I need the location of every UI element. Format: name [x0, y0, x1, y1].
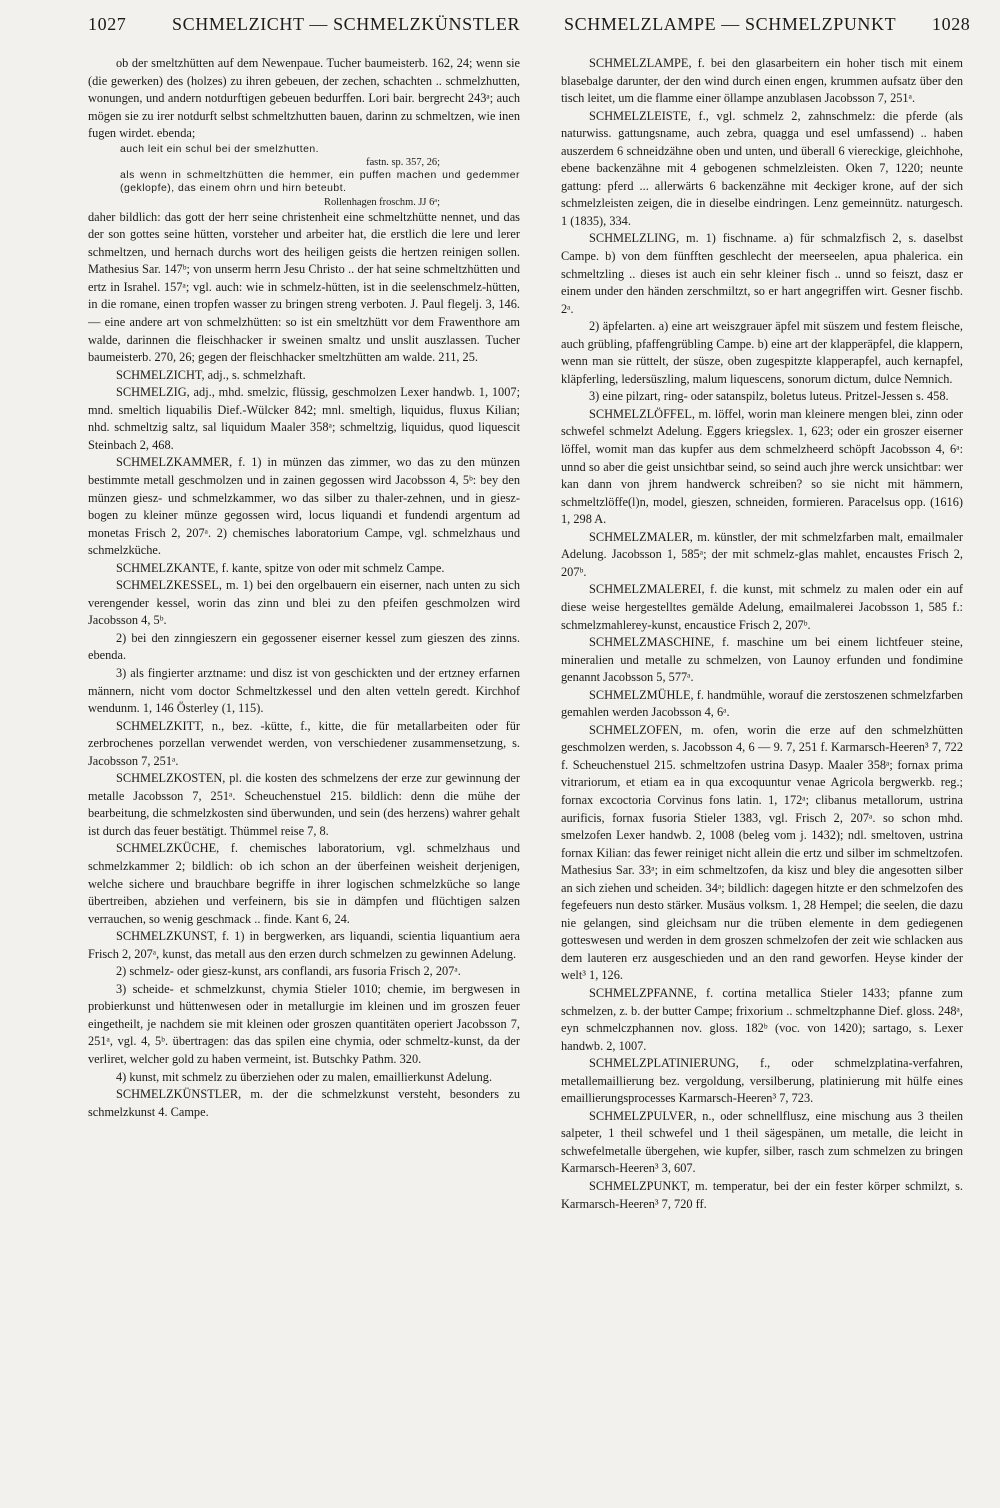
dictionary-entry: SCHMELZPUNKT, m. temperatur, bei der ein fester körper schmilzt, s. Karmarsch-Heeren³ 7, 720 ff.: [561, 1179, 963, 1211]
running-head-right: SCHMELZLAMPE — SCHMELZPUNKT: [564, 14, 897, 34]
dictionary-entry: SCHMELZKAMMER, f. 1) in münzen das zimmer, wo das zu den münzen bestimmte metall geschmolzen und in zainen gegossen wird Jacobsson 4, 5ᵇ: bey den münzen giesz- und schmelzkammer, wo das silber zu thaler-zehnen, und in giesz-bogen zu kleiner münze gegossen wird, locus liquandi et fundendi argentum ad monetas Frisch 2, 207ᵃ. 2) chemisches laboratorium Campe, vgl. schmelzhaus und schmelzküche.: [88, 455, 520, 558]
dictionary-entry: 2) schmelz- oder giesz-kunst, ars conflandi, ars fusoria Frisch 2, 207ᵃ.: [116, 964, 461, 979]
dictionary-entry: SCHMELZKITT, n., bez. -kütte, f., kitte, die für metallarbeiten oder für zerbrochenes porzellan verwendet werden, von verschiedener zusammensetzung, s. Jacobsson 7, 251ᵃ.: [88, 718, 520, 768]
dictionary-entry: SCHMELZKANTE, f. kante, spitze von oder mit schmelz Campe.: [116, 560, 445, 575]
dictionary-entry: SCHMELZOFEN, m. ofen, worin die erze auf den schmelzhütten geschmolzen werden, s. Jacobsson 4, 6 — 9. 7, 251 f. Karmarsch-Heeren³ 7, 722 f. Scheuchenstuel 215. schmeltzofen ustrina Dasyp. Maaler 358ᵃ; fornax prima vitrariorum, et etiam ea in qua excoquuntur venae Agricola bergwerkb. reg.; fornax excoctoria Corvinus fons latin. 1, 172ᵃ; clibanus metallorum, ustrina aurificis, fornax fusoria Stieler 1383, vgl. Frisch 2, 207ᵃ. so schon mhd. smelzofen Lexer handwb. 2, 1008 (beleg vom j. 1432); ndl. smeltoven, ustrina fornax Kilian: das fewer reiniget nicht allein die ertz und silber im schmeltzofen. Mathesius Sar. 33ᵃ; in eim schmeltzofen, da kisz und bley die angesotten silber an sich ziehen und scheiden. 34ᵃ; bildlich: dagegen hitzte er den schmelzofen des fegefeuers nun desto stärker. Musäus volksm. 1, 28 Hempel; die seelen, die dazu nie gelangen, sind gleichsam nur die trüben elemente in dem gediegenen gotteswesen und werden in dem groszen schmelzofen der zeit wie schlacken aus dem lauteren erz ausgeschieden und an den rand geworfen. Heyse kinder der welt³ 1, 126.: [561, 722, 963, 983]
dictionary-entry: SCHMELZKÜCHE, f. chemisches laboratorium, vgl. schmelzhaus und schmelzkammer 2; bildlich: ob ich schon an der überfeinen weisheit derjenigen, welche sichere und brauchbare begriffe in ihrer logischen schmelzküche so lange übertreiben, abziehen und verfeinern, bis sie in dämpfen und flüchtigen salzen verrauchen, so wenig geschmack .. finde. Kant 6, 24.: [88, 841, 520, 926]
dictionary-entry: SCHMELZLAMPE, f. bei den glasarbeitern ein hoher tisch mit einem blasebalge darunter, der den wind durch einen engen, krummen aufsatz über den tisch leitet, um die flamme einer öllampe anzublasen Jacobsson 7, 251ᵃ.: [561, 56, 963, 106]
dictionary-entry: 2) äpfelarten. a) eine art weiszgrauer äpfel mit süszem und festem fleische, auch grübling, pfaffengrübling Campe. b) eine art der klapperäpfel, die klappern, wenn man sie rüttelt, der süsze, oben zugespitzte klapperapfel, auch kernapfel, kläpferling, ledersüszling, malum liquescens, sonorum dictum, dulce Nemnich.: [561, 319, 963, 386]
dictionary-entry: SCHMELZIG, adj., mhd. smelzic, flüssig, geschmolzen Lexer handwb. 1, 1007; mnd. smeltich liquabilis Dief.-Wülcker 842; mnl. smeltigh, liquidus, fluxus Kilian; nhd. schmeltzig saltz, sal liquidum Maaler 358ᵃ; schmeltzig, liquidus, quod liquescit Steinbach 2, 468.: [88, 385, 520, 452]
dictionary-entry: ob der smeltzhütten auf dem Newenpaue. Tucher baumeisterb. 162, 24; wenn sie (die gewerken) des (holzes) zu ihren gebeuen, der zechen, schachten .. schmelzhutten, wonungen, und andern notdurftigen gebeuen bedurffen. Lori bair. bergrecht 243ᵃ; auch mögen sie zu irer notdurft selbst schmeltzhutten bauen, darinn zu schmeltzen, wie inen fugen wirdet. ebenda;: [88, 56, 520, 141]
dictionary-entry: 3) eine pilzart, ring- oder satanspilz, boletus luteus. Pritzel-Jessen s. 458.: [589, 389, 949, 404]
right-column: [561, 55, 963, 1450]
dictionary-entry: SCHMELZKESSEL, m. 1) bei den orgelbauern ein eiserner, nach unten zu sich verengender kessel, worin das zinn und blei zu den pfeifen geschmolzen wird Jacobsson 4, 5ᵇ.: [88, 578, 520, 628]
dictionary-entry: 3) als fingierter arztname: und disz ist von geschickten und der ertzney erfarnen männern, nicht vom doctor Schmeltzkessel und den alten vetteln geredt. Kirchhof wendunm. 1, 146 Österley (1, 115).: [88, 665, 520, 716]
dictionary-entry: SCHMELZPULVER, n., oder schnellflusz, eine mischung aus 3 theilen salpeter, 1 theil schwefel und 1 theil sägespänen, um metalle, die leicht in schwefelmetalle übergehen, wie kupfer, silber, rasch zum schmelzen zu bringen Karmarsch-Heeren³ 3, 607.: [561, 1108, 963, 1176]
dictionary-entry: SCHMELZLING, m. 1) fischname. a) für schmalzfisch 2, s. daselbst Campe. b) von dem fünfften geschlecht der meerseelen, apua phalerica. ein schmeltzling .. dieses ist auch ein sehr kleiner fisch .. unnd so feiszt, dasz er einem under den händen zerschmiltzt, so er hart angegriffen wirt. Gesner fischb. 2ᵃ.: [561, 231, 963, 316]
page-number-right: 1028: [932, 14, 971, 34]
dictionary-entry: SCHMELZMÜHLE, f. handmühle, worauf die zerstoszenen schmelzfarben gemahlen werden Jacobsson 4, 6ᵃ.: [561, 687, 963, 720]
quotation-source: fastn. sp. 357, 26;: [366, 156, 440, 168]
quotation-source: Rollenhagen froschm. JJ 6ᵃ;: [324, 196, 440, 208]
quotation: als wenn in schmeltzhütten die hemmer, ein puffen machen und gedemmer (geklopfe), das einem ohrn und hirn beteubt.: [120, 170, 520, 195]
page-header: [0, 0, 1000, 48]
dictionary-entry: SCHMELZPFANNE, f. cortina metallica Stieler 1433; pfanne zum schmelzen, z. b. der butter Campe; frixorium .. schmeltzphanne Dief. gloss. 248ᵃ, eyn schmelczphannen nov. gloss. 182ᵇ (voc. von 1420); sartago, s. Lexer handwb. 2, 1007.: [561, 985, 963, 1053]
dictionary-entry: SCHMELZKOSTEN, pl. die kosten des schmelzens der erze zur gewinnung der metalle Jacobsson 7, 251ᵃ. Scheuchenstuel 215. bildlich: denn die mühe der bearbeitung, die schmelzkosten sind überwunden, und sein (des herzens) wahrer gehalt ist durch das feuer bestätigt. Thümmel reise 7, 8.: [88, 771, 520, 838]
page-number-left: 1027: [88, 14, 127, 34]
dictionary-entry: 4) kunst, mit schmelz zu überziehen oder zu malen, emaillierkunst Adelung.: [116, 1069, 493, 1084]
dictionary-entry: SCHMELZMALEREI, f. die kunst, mit schmelz zu malen oder ein auf diese weise hergestelltes gemälde Adelung, emailmalerei Jacobsson 1, 585 f.: schmelzmahlerey-kunst, encaustice Frisch 2, 207ᵇ.: [561, 582, 963, 632]
running-head-left: SCHMELZICHT — SCHMELZKÜNSTLER: [172, 14, 521, 34]
dictionary-entry: SCHMELZKUNST, f. 1) in bergwerken, ars liquandi, scientia liquantium aera Frisch 2, 207ᵃ, kunst, das metall aus den erzen durch schmelzen zu gewinnen Adelung.: [88, 929, 520, 961]
dictionary-entry: SCHMELZLÖFFEL, m. löffel, worin man kleinere mengen blei, zinn oder schwefel schmelzt Adelung. Eggers kriegslex. 1, 623; oder ein groszer eiserner löffel, womit man das kupfer aus dem schmelzheerd schöpft Jacobsson 4, 6ᵃ: unnd so aber die geist unsichtbar seind, so seind auch jhre werck unsichtbar: wer kan dann von jhrem handwerck schreiben? so sie nicht mit hämmern, schmeltzlöffe(l)n, model, gieszen, schneiden, formieren. Paracelsus opp. (1616) 1, 298 A.: [561, 406, 963, 527]
dictionary-entry: 2) bei den zinngieszern ein gegossener eiserner kessel zum gieszen des zinns. ebenda.: [88, 630, 520, 663]
dictionary-entry: SCHMELZPLATINIERUNG, f., oder schmelzplatina-verfahren, metallemaillierung bez. vergoldung, versilberung, platinierung mit hülfe eines emaillierungsprocesses Karmarsch-Heeren³ 7, 723.: [561, 1056, 963, 1106]
dictionary-entry: SCHMELZMASCHINE, f. maschine um bei einem lichtfeuer steine, mineralien und metalle zu schmelzen, von Launoy erfunden und fondimine genannt Jacobsson 5, 577ᵃ.: [561, 635, 963, 685]
dictionary-entry: SCHMELZKÜNSTLER, m. der die schmelzkunst versteht, besonders zu schmelzkunst 4. Campe.: [88, 1087, 520, 1119]
dictionary-entry: daher bildlich: das gott der herr seine christenheit eine schmeltzhütte nennet, und das der son gottes seine hütten, vorsteher und arbeiter hat, die erstlich die lere und lerer schmeltzen, und hernach durchs wort des heiligen geists die hertzen reinigen sollen. Mathesius Sar. 147ᵇ; von unserm herrn Jesu Christo .. der hat seine schmeltzhütten und ertz in Israhel. 157ᵃ; vgl. auch: wie in schmelz-hütten, ist in die seelenschmelz-hütten, in die romane, einen tropfen wasser zu bringen streng verboten. J. Paul flegelj. 3, 146. — eine andere art von schmelzhütten: so ist ein smeltzhütt vor dem Frawenthore am walde, darinnen die fleischhacker ir sweinen smaltz und unslit auszlassen. Tucher baumeisterb. 270, 26; gegen der fleischhacker smeltzhütten am walde. 211, 25.: [88, 209, 520, 365]
dictionary-entry: 3) scheide- et schmelzkunst, chymia Stieler 1010; chemie, im bergwesen in probierkunst und hüttenwesen oder in metallurgie im kleinen und im groszen feuer eingetheilt, je nachdem sie mit kleinen oder groszen quantitäten operiert Jacobsson 7, 251ᵃ, vgl. 4, 5ᵇ. übertragen: das das spilen eine chymia, oder schmeltz-kunst, da der verliret, welcher gold zu haben vermeint, ist. Butschky Pathm. 320.: [88, 981, 520, 1066]
dictionary-entry: SCHMELZLEISTE, f., vgl. schmelz 2, zahnschmelz: die pferde (als naturwiss. gattungsname, auch zebra, quagga und esel umfassend) .. haben auszerdem 6 schneidzähne oben und unten, und überall 6 viereckige, gleichhohe, ebene backenzähne mit 4 gebogenen schmelzleisten. Oken 7, 1220; neunte gattung: pferd ... allerwärts 6 backenzähne mit 4eckiger krone, auf der sich schmelzleisten zeigen, die in dieselbe eindringen. Lenz gemeinnütz. naturgesch. 1 (1835), 334.: [561, 108, 963, 228]
dictionary-entry: SCHMELZMALER, m. künstler, der mit schmelzfarben malt, emailmaler Adelung. Jacobsson 1, 585ᵃ; der mit schmelz-glas mahlet, encaustes Frisch 2, 207ᵇ.: [561, 529, 963, 579]
quotation: auch leit ein schul bei der smelzhutten.: [120, 143, 320, 155]
left-column: [88, 55, 520, 1450]
dictionary-entry: SCHMELZICHT, adj., s. schmelzhaft.: [116, 367, 306, 382]
